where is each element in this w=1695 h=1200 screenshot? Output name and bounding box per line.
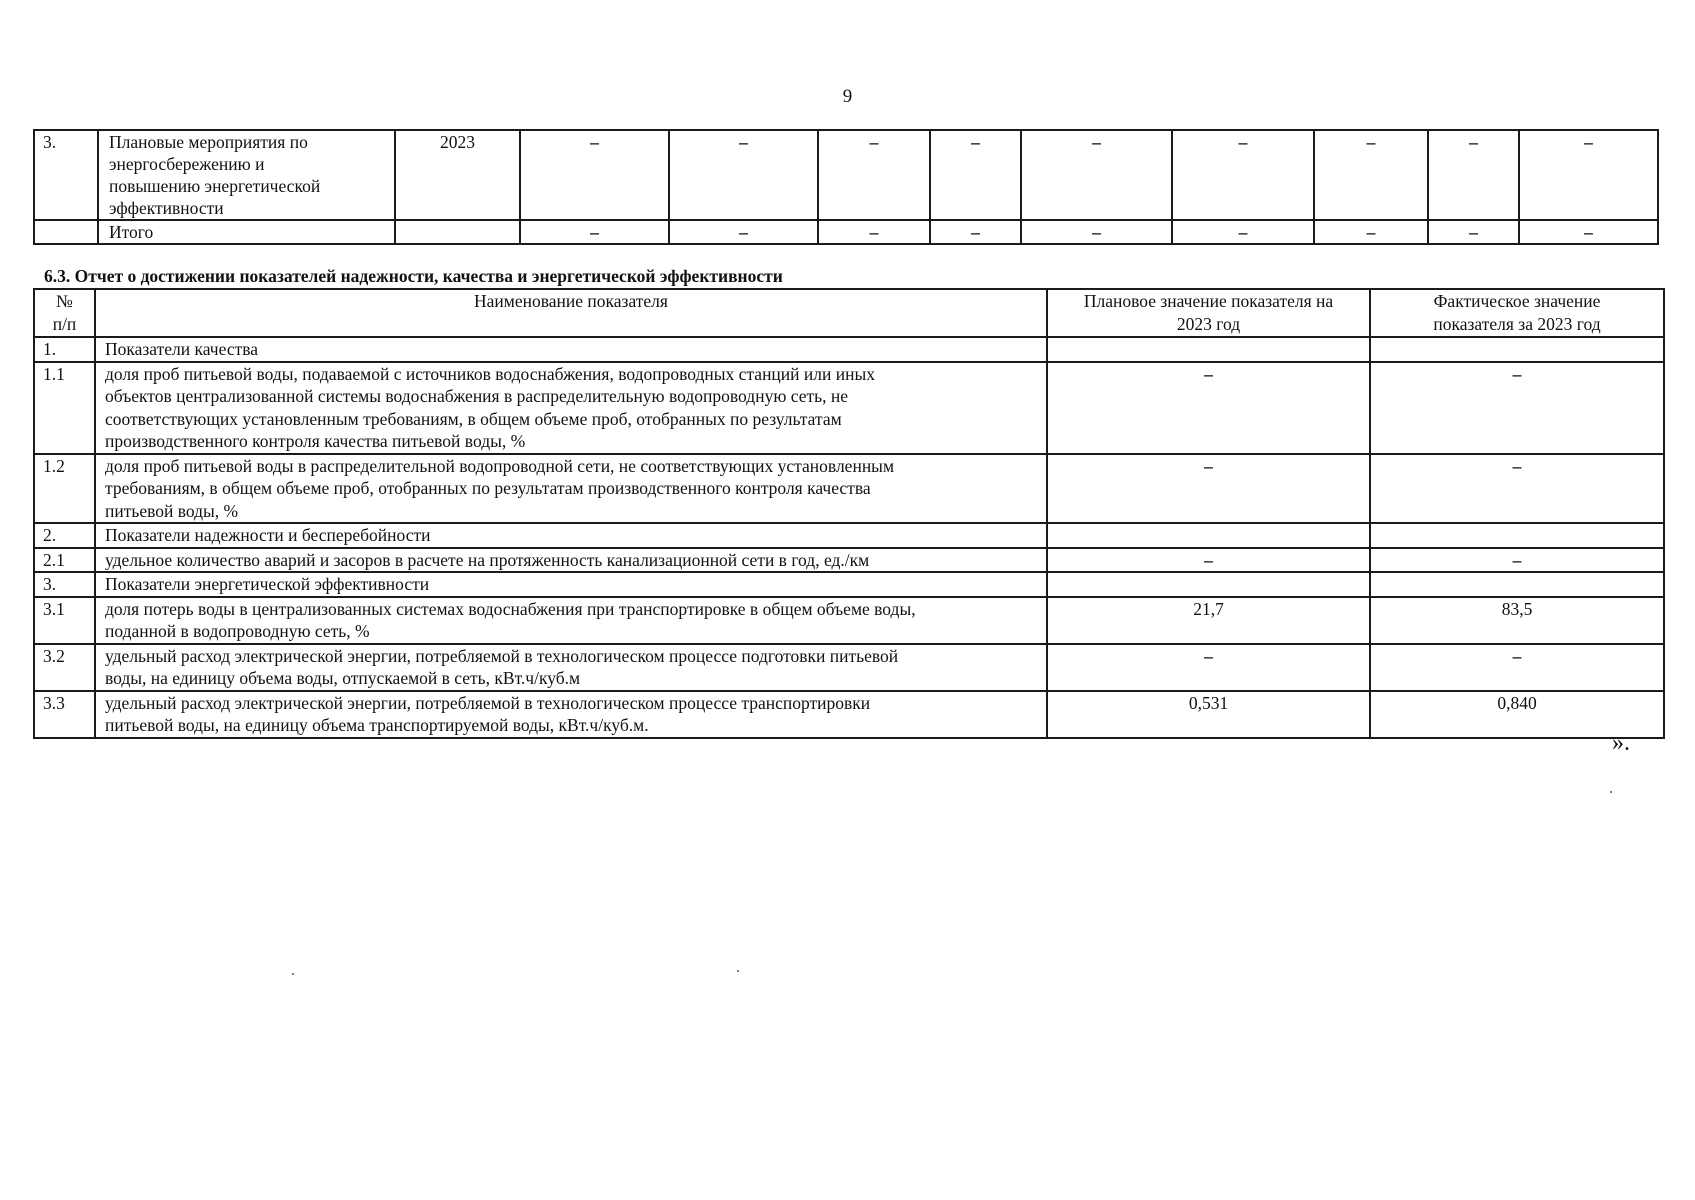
- measure-name-line: эффективности: [109, 198, 224, 218]
- actual-value: 0,840: [1370, 691, 1664, 738]
- indicators-table: [33, 288, 1665, 739]
- header-planned-line: 2023 год: [1176, 313, 1241, 334]
- indicator-name-line: доля потерь воды в централизованных системах водоснабжения при транспортировке в общем объеме воды,: [105, 598, 916, 619]
- header-planned-line: Плановое значение показателя на: [1083, 291, 1334, 311]
- actual-value: 83,5: [1370, 597, 1664, 644]
- indicator-row: [34, 454, 1664, 524]
- indicator-number: 1.1: [34, 362, 95, 454]
- header-planned: [1047, 289, 1370, 337]
- scan-speck: [292, 973, 294, 975]
- measures-row: [34, 220, 1658, 244]
- indicator-number: 3.2: [34, 644, 95, 691]
- measure-value-cell: –: [1021, 130, 1172, 220]
- indicator-row: [34, 691, 1664, 738]
- indicator-row: [34, 597, 1664, 644]
- indicator-name-line: Показатели надежности и бесперебойности: [105, 525, 431, 545]
- header-actual: [1370, 289, 1664, 337]
- measure-name-line: энергосбережению и: [109, 154, 265, 174]
- measures-table: [33, 129, 1659, 245]
- header-actual-line: показателя за 2023 год: [1433, 313, 1601, 334]
- indicator-number: 1.: [34, 337, 95, 362]
- indicator-name-line: воды, на единицу объема воды, отпускаемой в сеть, кВт.ч/куб.м: [105, 668, 581, 688]
- planned-value: 0,531: [1047, 691, 1370, 738]
- indicator-name: [95, 454, 1047, 524]
- closing-quote: ».: [1612, 730, 1630, 756]
- indicator-number: 3.1: [34, 597, 95, 644]
- row-number: 3.: [34, 130, 98, 220]
- indicator-name-line: поданной в водопроводную сеть, %: [105, 621, 370, 641]
- indicator-name: [95, 548, 1047, 573]
- actual-value: [1370, 523, 1664, 548]
- planned-value: [1047, 337, 1370, 362]
- section-heading: 6.3. Отчет о достижении показателей надежности, качества и энергетической эффективности: [44, 266, 783, 286]
- indicator-row: [34, 644, 1664, 691]
- planned-value: –: [1047, 362, 1370, 454]
- scan-speck: [1610, 791, 1612, 793]
- planned-value: [1047, 572, 1370, 597]
- actual-value: [1370, 572, 1664, 597]
- header-num: [34, 289, 95, 337]
- measure-value-cell: –: [1519, 220, 1658, 244]
- indicator-number: 2.: [34, 523, 95, 548]
- actual-value: –: [1370, 454, 1664, 524]
- measure-value-cell: –: [818, 130, 930, 220]
- indicator-name-line: питьевой воды, %: [105, 500, 239, 521]
- measure-name: [98, 130, 395, 220]
- indicator-name-line: доля проб питьевой воды, подаваемой с источников водоснабжения, водопроводных станций или иных: [105, 363, 875, 384]
- row-number: [34, 220, 98, 244]
- header-name: Наименование показателя: [95, 289, 1047, 337]
- indicator-name-line: требованиям, в общем объеме проб, отобранных по результатам производственного контроля качества: [105, 478, 871, 498]
- indicator-name-line: Показатели энергетической эффективности: [105, 574, 430, 594]
- planned-value: –: [1047, 454, 1370, 524]
- header-actual-line: Фактическое значение: [1433, 291, 1601, 311]
- measure-value-cell: –: [520, 220, 669, 244]
- measure-value-cell: –: [1021, 220, 1172, 244]
- indicator-name: [95, 572, 1047, 597]
- indicator-name: [95, 691, 1047, 738]
- measure-value-cell: –: [669, 220, 818, 244]
- actual-value: –: [1370, 644, 1664, 691]
- measures-table-body: [34, 130, 1658, 244]
- indicator-name-line: доля проб питьевой воды в распределительной водопроводной сети, не соответствующих установленным: [105, 455, 895, 476]
- indicator-name-line: производственного контроля качества питьевой воды, %: [105, 431, 526, 451]
- indicator-name: [95, 644, 1047, 691]
- indicator-group-row: [34, 572, 1664, 597]
- measure-value-cell: –: [1172, 130, 1314, 220]
- indicator-name-line: питьевой воды, на единицу объема транспортируемой воды, кВт.ч/куб.м.: [105, 715, 649, 735]
- scan-speck: [737, 970, 739, 972]
- indicator-row: [34, 362, 1664, 454]
- indicator-name: [95, 523, 1047, 548]
- measure-value-cell: –: [1428, 220, 1519, 244]
- indicator-name-line: объектов централизованной системы водоснабжения в распределительную водопроводную сеть, не: [105, 386, 849, 406]
- measure-value-cell: –: [930, 130, 1021, 220]
- indicator-name-line: соответствующих установленным требованиям, в общем объеме проб, отобранных по результатам: [105, 408, 842, 429]
- measure-value-cell: –: [1314, 130, 1428, 220]
- actual-value: [1370, 337, 1664, 362]
- indicator-name-line: удельный расход электрической энергии, потребляемой в технологическом процессе транспортировки: [105, 692, 871, 713]
- planned-value: –: [1047, 548, 1370, 573]
- planned-value: –: [1047, 644, 1370, 691]
- measure-value-cell: –: [669, 130, 818, 220]
- indicator-number: 3.3: [34, 691, 95, 738]
- measure-value-cell: –: [818, 220, 930, 244]
- planned-value: 21,7: [1047, 597, 1370, 644]
- header-num-line: №: [56, 291, 73, 311]
- measure-name-line: Итого: [109, 222, 154, 242]
- indicator-name: [95, 337, 1047, 362]
- planned-value: [1047, 523, 1370, 548]
- measure-value-cell: –: [520, 130, 669, 220]
- indicator-group-row: [34, 523, 1664, 548]
- indicator-number: 2.1: [34, 548, 95, 573]
- measure-value-cell: –: [930, 220, 1021, 244]
- indicator-name-line: удельный расход электрической энергии, потребляемой в технологическом процессе подготовки питьевой: [105, 645, 899, 666]
- measure-year: 2023: [395, 130, 520, 220]
- actual-value: –: [1370, 362, 1664, 454]
- measure-value-cell: –: [1428, 130, 1519, 220]
- page-number: 9: [842, 86, 853, 107]
- measure-year: [395, 220, 520, 244]
- indicator-name-line: Показатели качества: [105, 339, 259, 359]
- header-num-line: п/п: [52, 313, 77, 334]
- indicator-number: 1.2: [34, 454, 95, 524]
- indicators-header-row: [34, 289, 1664, 337]
- indicator-name-line: удельное количество аварий и засоров в расчете на протяженность канализационной сети в год, ед./км: [105, 549, 870, 570]
- indicator-name: [95, 597, 1047, 644]
- measure-value-cell: –: [1519, 130, 1658, 220]
- measures-row: [34, 130, 1658, 220]
- measure-name: [98, 220, 395, 244]
- measure-value-cell: –: [1314, 220, 1428, 244]
- indicator-group-row: [34, 337, 1664, 362]
- indicator-row: [34, 548, 1664, 573]
- indicator-number: 3.: [34, 572, 95, 597]
- indicators-table-body: [34, 337, 1664, 738]
- actual-value: –: [1370, 548, 1664, 573]
- measure-value-cell: –: [1172, 220, 1314, 244]
- measure-name-line: повышению энергетической: [109, 176, 321, 196]
- indicator-name: [95, 362, 1047, 454]
- measure-name-line: Плановые мероприятия по: [109, 132, 308, 152]
